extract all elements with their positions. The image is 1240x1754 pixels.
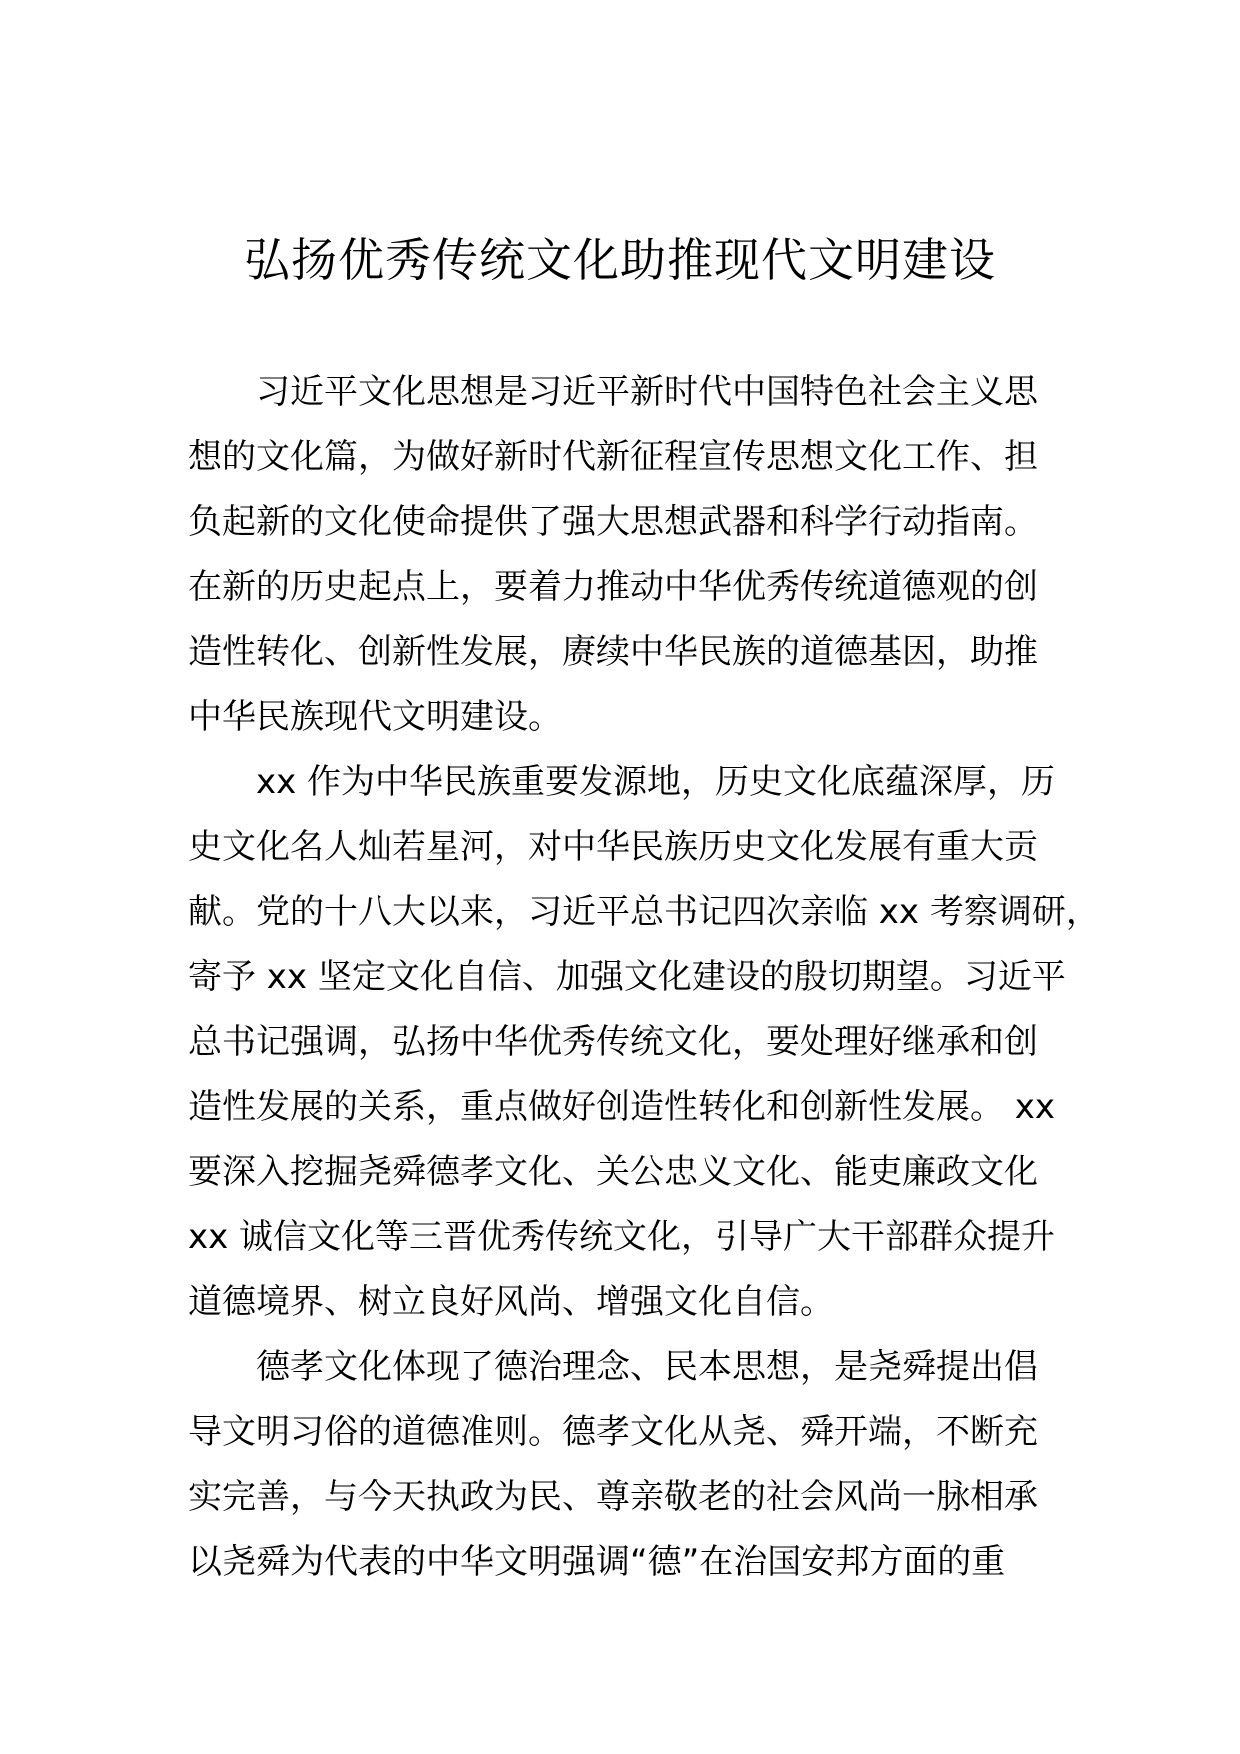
paragraph-line: 想的文化篇，为做好新时代新征程宣传思想文化工作、担 (188, 437, 1038, 477)
paragraph-line: 在新的历史起点上，要着力推动中华优秀传统道德观的创 (188, 567, 1038, 607)
paragraph-line: 负起新的文化使命提供了强大思想武器和科学行动指南。 (188, 502, 1038, 542)
paragraph-line: 献。党的十八大以来，习近平总书记四次亲临 xx 考察调研， (188, 892, 1100, 932)
paragraph-line: 道德境界、树立良好风尚、增强文化自信。 (188, 1282, 834, 1322)
paragraph-line: 寄予 xx 坚定文化自信、加强文化建设的殷切期望。习近平 (188, 957, 1066, 997)
paragraph-line: xx 诚信文化等三晋优秀传统文化，引导广大干部群众提升 (188, 1217, 1056, 1257)
document-title: 弘扬优秀传统文化助推现代文明建设 (244, 233, 996, 287)
paragraph-line: 德孝文化体现了德治理念、民本思想，是尧舜提出倡 (256, 1347, 1038, 1387)
paragraph-line: xx 作为中华民族重要发源地，历史文化底蕴深厚，历 (256, 762, 1056, 802)
paragraph-1 (188, 360, 1088, 750)
document-body (188, 360, 1100, 1595)
paragraph-line: 造性发展的关系，重点做好创造性转化和创新性发展。 xx (188, 1087, 1056, 1127)
paragraph-line: 总书记强调，弘扬中华优秀传统文化，要处理好继承和创 (188, 1022, 1038, 1062)
paragraph-line: 史文化名人灿若星河，对中华民族历史文化发展有重大贡 (188, 827, 1038, 867)
paragraph-line: 中华民族现代文明建设。 (188, 697, 562, 737)
paragraph-3 (188, 1335, 1088, 1595)
paragraph-line: 实完善，与今天执政为民、尊亲敬老的社会风尚一脉相承 (188, 1477, 1038, 1517)
paragraph-line: 以尧舜为代表的中华文明强调“德”在治国安邦方面的重 (188, 1542, 1006, 1582)
paragraph-2 (188, 750, 1100, 1335)
paragraph-line: 习近平文化思想是习近平新时代中国特色社会主义思 (256, 372, 1038, 412)
paragraph-line: 造性转化、创新性发展，赓续中华民族的道德基因，助推 (188, 632, 1038, 672)
paragraph-line: 要深入挖掘尧舜德孝文化、关公忠义文化、能吏廉政文化 (188, 1152, 1038, 1192)
paragraph-line: 导文明习俗的道德准则。德孝文化从尧、舜开端，不断充 (188, 1412, 1038, 1452)
